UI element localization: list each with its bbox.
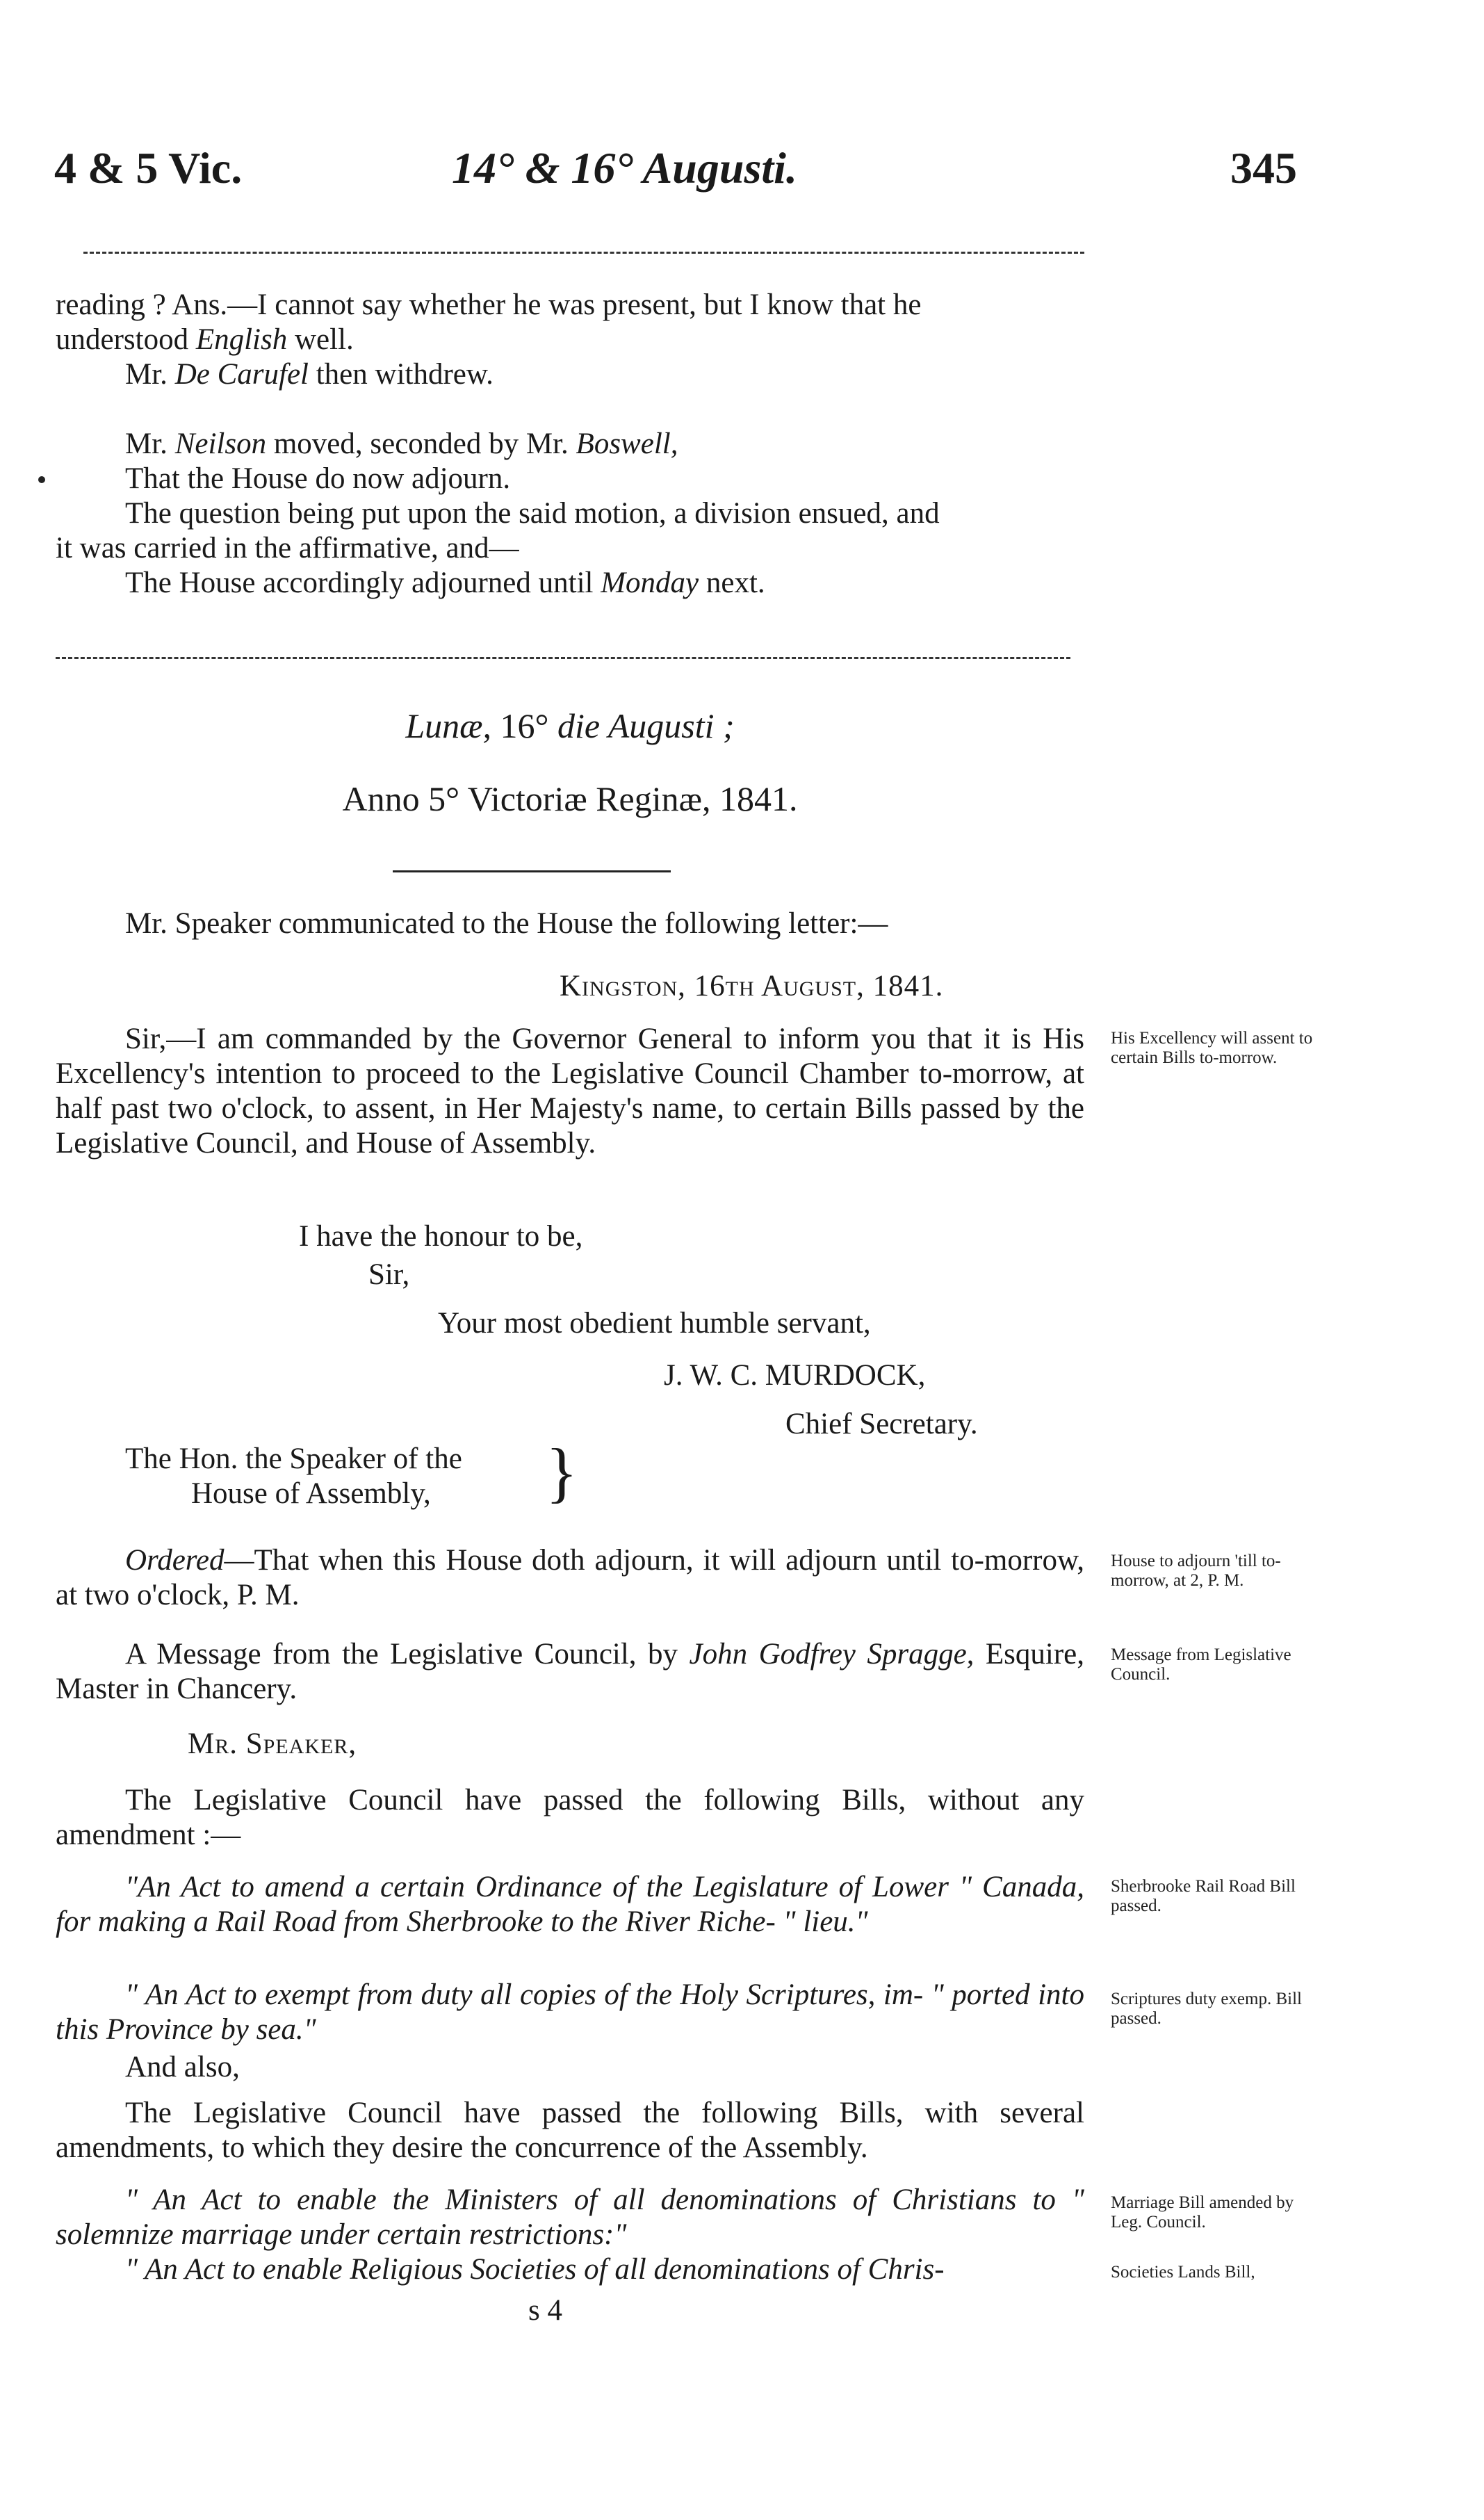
letter-dateline: Kingston, 16th August, 1841. bbox=[560, 970, 944, 1002]
text-question-line2: it was carried in the affirmative, and— bbox=[56, 532, 519, 564]
span: Mr. bbox=[125, 428, 175, 460]
letter-signature: J. W. C. MURDOCK, bbox=[664, 1359, 926, 1392]
signature-mark: s 4 bbox=[528, 2294, 562, 2327]
letter-closing-3: Your most obedient humble servant, bbox=[438, 1307, 871, 1340]
section-rule bbox=[56, 657, 1070, 659]
span-ordered: Ordered bbox=[125, 1544, 225, 1577]
bill-scriptures: " An Act to exempt from duty all copies of the Holy Scriptures, im- " ported into this Province by sea." bbox=[56, 1978, 1084, 2046]
text-reading-line: reading ? Ans.—I cannot say whether he was present, but I know that he bbox=[56, 288, 922, 321]
span: understood bbox=[56, 323, 196, 356]
span: —That when this House doth adjourn, it will adjourn until to-morrow, at two o'clock, P. M. bbox=[56, 1544, 1084, 1611]
text-accordingly-line bbox=[125, 567, 765, 600]
span: Mr. bbox=[125, 358, 175, 391]
span: The House accordingly adjourned until bbox=[125, 567, 601, 599]
letter-addressee-1: The Hon. the Speaker of the bbox=[125, 1442, 462, 1475]
text-withdrew-line bbox=[125, 358, 494, 391]
margin-note-message: Message from Legislative Council. bbox=[1111, 1645, 1291, 1684]
bills-without-amendment: The Legislative Council have passed the following Bills, without any amendment :— bbox=[56, 1784, 1084, 1851]
letter-closing-1: I have the honour to be, bbox=[299, 1220, 583, 1253]
ink-speck bbox=[38, 476, 45, 483]
bill-sherbrooke: "An Act to amend a certain Ordinance of the Legislature of Lower " Canada, for making a Rail Road from Sherbrooke to the River Riche- " lieu." bbox=[56, 1871, 1084, 1938]
text-understood-line bbox=[56, 323, 354, 357]
letter-signature-title: Chief Secretary. bbox=[785, 1408, 978, 1440]
span-die-augusti: die Augusti ; bbox=[557, 706, 735, 745]
ordered-paragraph bbox=[56, 1543, 1084, 1613]
header-dates-text: 14° & 16° Augusti. bbox=[452, 143, 797, 193]
span-english: English bbox=[195, 323, 288, 356]
day-heading-line1 bbox=[0, 706, 1140, 746]
span-spragge: John Godfrey Spragge, bbox=[689, 1638, 975, 1670]
heading-rule bbox=[393, 870, 671, 872]
margin-note-scriptures: Scriptures duty exemp. Bill passed. bbox=[1111, 1990, 1302, 2028]
margin-note-societies: Societies Lands Bill, bbox=[1111, 2263, 1255, 2282]
span: well. bbox=[287, 323, 354, 356]
span: 16° bbox=[491, 706, 558, 745]
span-monday: Monday bbox=[601, 567, 699, 599]
text-adjourn-line: That the House do now adjourn. bbox=[125, 462, 511, 495]
margin-note-excellency: His Excellency will assent to certain Bills to-morrow. bbox=[1111, 1029, 1313, 1067]
span-boswell: Boswell, bbox=[576, 428, 678, 460]
text-question-line1: The question being put upon the said motion, a division ensued, and bbox=[125, 497, 940, 530]
and-also: And also, bbox=[125, 2051, 240, 2083]
mr-speaker-salutation: Mr. Speaker, bbox=[188, 1728, 357, 1760]
text-speaker-communicated: Mr. Speaker communicated to the House the following letter:— bbox=[125, 907, 888, 940]
margin-note-house-adjourn: House to adjourn 'till to-morrow, at 2, P. M. bbox=[1111, 1552, 1281, 1590]
span-lunae: Lunæ, bbox=[405, 706, 492, 745]
addressee-brace: } bbox=[546, 1435, 578, 1509]
header-rule bbox=[83, 252, 1084, 254]
letter-body: Sir,—I am commanded by the Governor General to inform you that it is His Excellency's intention to proceed to the Legislative Council Chamber to-morrow, at half past two o'clock, to assent, in Her Majesty's name, to certain Bills passed by the Legislative Council, and House of Assembly. bbox=[56, 1023, 1084, 1160]
letter-closing-2: Sir, bbox=[368, 1258, 410, 1291]
text-motion-line bbox=[125, 428, 678, 461]
running-header-dates bbox=[452, 143, 797, 194]
span-neilson: Neilson bbox=[174, 428, 267, 460]
bill-societies: " An Act to enable Religious Societies of all denominations of Chris- bbox=[125, 2253, 945, 2286]
margin-note-sherbrooke: Sherbrooke Rail Road Bill passed. bbox=[1111, 1877, 1296, 1915]
bill-marriage: " An Act to enable the Ministers of all denominations of Christians to " solemnize marriage under certain restrictions:" bbox=[56, 2184, 1084, 2251]
span-de-carufel: De Carufel bbox=[174, 358, 309, 391]
message-paragraph bbox=[56, 1637, 1084, 1707]
bills-with-amendments: The Legislative Council have passed the following Bills, with several amendments, to which they desire the concurrence of the Assembly. bbox=[56, 2097, 1084, 2164]
running-header-regnal: 4 & 5 Vic. bbox=[54, 143, 243, 193]
span: then withdrew. bbox=[308, 358, 494, 391]
span: next. bbox=[699, 567, 765, 599]
day-heading-line2: Anno 5° Victoriæ Reginæ, 1841. bbox=[342, 779, 798, 818]
letter-addressee-2: House of Assembly, bbox=[191, 1477, 431, 1510]
page-number: 345 bbox=[1230, 143, 1297, 193]
span: Esquire, Master in Chancery. bbox=[56, 1638, 1084, 1705]
span: A Message from the Legislative Council, by bbox=[125, 1638, 690, 1670]
span: moved, seconded by Mr. bbox=[266, 428, 576, 460]
margin-note-marriage: Marriage Bill amended by Leg. Council. bbox=[1111, 2193, 1294, 2232]
